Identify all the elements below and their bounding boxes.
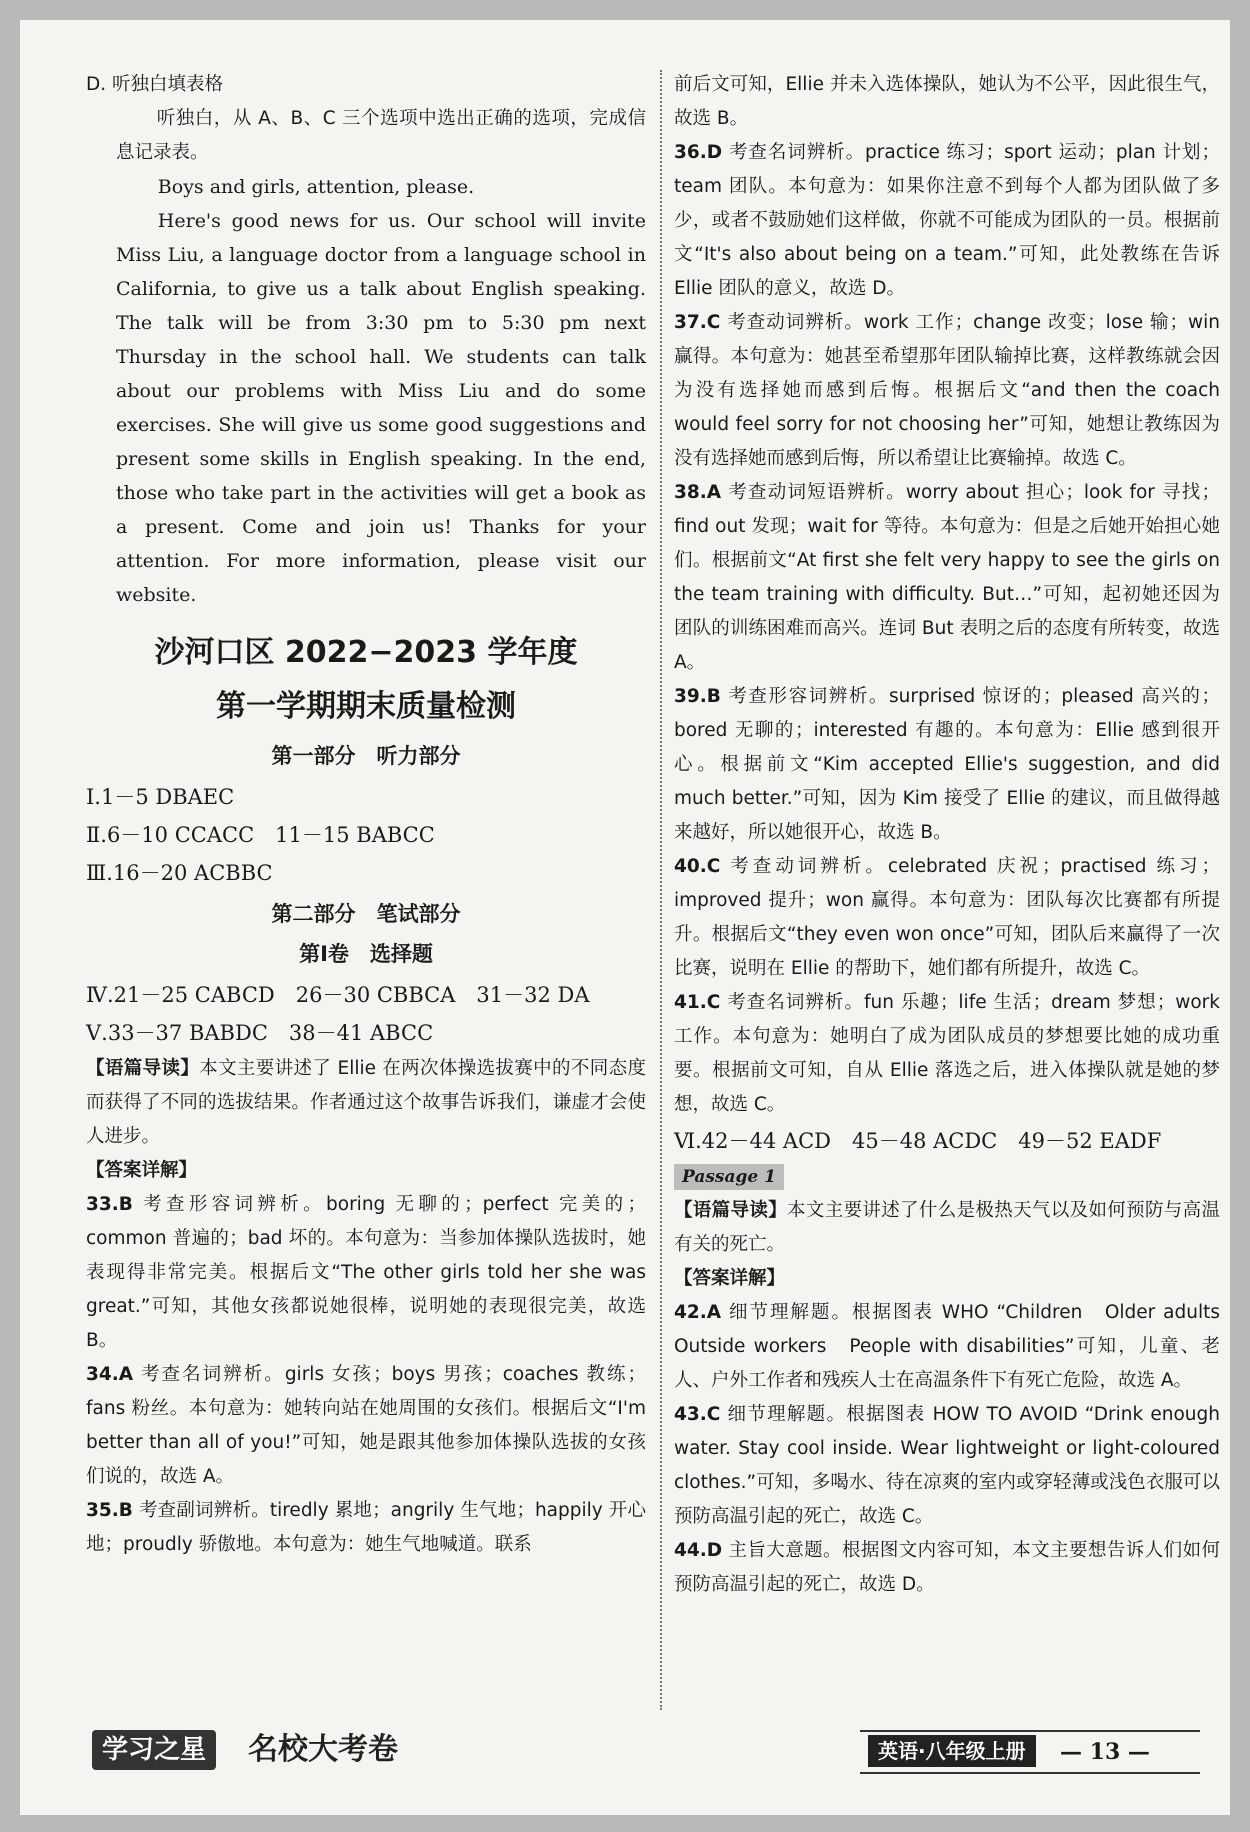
explanation-continuation: 前后文可知，Ellie 并未入选体操队，她认为不公平，因此很生气，故选 B。 bbox=[674, 74, 1220, 129]
question-number: 38.A bbox=[674, 482, 722, 503]
question-number: 33.B bbox=[86, 1194, 133, 1215]
exam-subtitle: 第一学期期末质量检测 bbox=[216, 689, 516, 724]
question-number: 40.C bbox=[674, 856, 721, 877]
explanation-item bbox=[674, 1296, 1239, 1398]
question-number: 35.B bbox=[86, 1500, 133, 1521]
section-d-instructions: 听独白，从 A、B、C 三个选项中选出正确的选项，完成信息记录表。 bbox=[116, 108, 646, 163]
explanation-text: 考查动词辨析。work 工作；change 改变；lose 输；win 赢得。本句意为：她甚至希望那年团队输掉比赛，这样教练就会因为没有选择她而感到后悔。根据后文“and then the coach would feel sorry for not choosing her”可知，她想让教练因为没有选择她而感到后悔，所以希望让比赛输掉。故选 C。 bbox=[674, 312, 1220, 469]
explanation-item bbox=[86, 1494, 646, 1562]
page bbox=[20, 20, 1239, 1815]
section-d-heading: D. 听独白填表格 bbox=[86, 74, 224, 95]
explanation-item bbox=[674, 476, 1220, 680]
guide-label: 【语篇导读】 bbox=[674, 1200, 788, 1221]
explanation-item bbox=[674, 850, 1220, 986]
question-number: 42.A bbox=[674, 1302, 722, 1323]
question-number: 37.C bbox=[674, 312, 721, 333]
script-paragraph: Boys and girls, attention, please. bbox=[157, 176, 475, 198]
question-number: 34.A bbox=[86, 1364, 134, 1385]
guide-text: 本文主要讲述了什么是极热天气以及如何预防与高温有关的死亡。 bbox=[674, 1200, 1220, 1255]
explanation-text: 考查动词短语辨析。worry about 担心；look for 寻找；find out 发现；wait for 等待。本句意为：但是之后她开始担心她们。根据前文“At first she felt very happy to see the girls on the team training with difficulty. But…”可知，起初她还因为团队的训练困难而高兴。连词 But 表明之后的态度有所转变，故选 A。 bbox=[674, 482, 1220, 673]
guide-text: 本文主要讲述了 Ellie 在两次体操选拔赛中的不同态度而获得了不同的选拔结果。作者通过这个故事告诉我们，谦虚才会使人进步。 bbox=[86, 1058, 646, 1147]
answer-line: Ⅱ.6－10 CCACC 11－15 BABCC bbox=[86, 823, 435, 847]
footer-bar bbox=[860, 1730, 1200, 1774]
page-footer bbox=[20, 1720, 1230, 1780]
detail-label: 【答案详解】 bbox=[674, 1268, 786, 1289]
explanation-text: 考查形容词辨析。boring 无聊的；perfect 完美的；common 普遍的；bad 坏的。本句意为：当参加体操队选拔时，她表现得非常完美。根据后文“The other girls told her she was great.”可知，其他女孩都说她很棒，说明她的表现很完美，故选 B。 bbox=[86, 1194, 646, 1351]
question-number: 44.D bbox=[674, 1540, 723, 1561]
right-column bbox=[674, 68, 1239, 1602]
part-heading: 第二部分 笔试部分 bbox=[271, 902, 461, 926]
explanation-text: 细节理解题。根据图表 WHO “Children Older adults Outside workers People with disabilities”可知，儿童、老人、户外工作者和残疾人士在高温条件下有死亡危险，故选 A。 bbox=[674, 1302, 1239, 1391]
question-number: 43.C bbox=[674, 1404, 721, 1425]
explanation-text: 细节理解题。根据图表 HOW TO AVOID “Drink enough water. Stay cool inside. Wear lightweight or light-coloured clothes.”可知，多喝水、待在凉爽的室内或穿轻薄或浅色衣服可以预防高温引起的死亡，故选 C。 bbox=[674, 1404, 1220, 1527]
exam-title: 沙河口区 2022−2023 学年度 bbox=[154, 635, 578, 670]
explanation-text: 考查副词辨析。tiredly 累地；angrily 生气地；happily 开心地；proudly 骄傲地。本句意为：她生气地喊道。联系 bbox=[86, 1500, 646, 1555]
volume-heading: 第Ⅰ卷 选择题 bbox=[299, 942, 433, 966]
explanation-item bbox=[674, 680, 1220, 850]
detail-label: 【答案详解】 bbox=[86, 1160, 198, 1181]
script-paragraph: Here's good news for us. Our school will invite Miss Liu, a language doctor from a language school in California, to give us a talk about English speaking. The talk will be from 3:30 pm to 5:30 pm next Thursday in the school hall. We students can talk about our problems with Miss Liu and do some exercises. She will give us some good suggestions and present some skills in English speaking. In the end, those who take part in the activities will get a book as a present. Come and join us! Thanks for your attention. For more information, please visit our website. bbox=[116, 210, 646, 606]
question-number: 36.D bbox=[674, 142, 723, 163]
explanation-text: 考查名词辨析。girls 女孩；boys 男孩；coaches 教练；fans 粉丝。本句意为：她转向站在她周围的女孩们。根据后文“I'm better than all of you!”可知，她是跟其他参加体操队选拔的女孩们说的，故选 A。 bbox=[86, 1364, 646, 1487]
explanation-text: 考查名词辨析。fun 乐趣；life 生活；dream 梦想；work 工作。本句意为：她明白了成为团队成员的梦想要比她的成功重要。根据前文可知，自从 Ellie 落选之后，进入体操队就是她的梦想，故选 C。 bbox=[674, 992, 1220, 1115]
page-number: — 13 — bbox=[1060, 1739, 1150, 1765]
explanation-item bbox=[86, 1188, 646, 1358]
explanation-item bbox=[674, 1398, 1220, 1534]
explanation-item bbox=[674, 306, 1220, 476]
part-heading: 第一部分 听力部分 bbox=[271, 744, 461, 768]
reading-guide bbox=[674, 1194, 1220, 1262]
answer-line: Ⅵ.42－44 ACD 45－48 ACDC 49－52 EADF bbox=[674, 1129, 1162, 1153]
explanation-text: 考查形容词辨析。surprised 惊讶的；pleased 高兴的；bored 无聊的；interested 有趣的。本句意为：Ellie 感到很开心。根据前文“Kim accepted Ellie's suggestion, and did much better.”可知，因为 Kim 接受了 Ellie 的建议，而且做得越来越好，所以她很开心，故选 B。 bbox=[674, 686, 1220, 843]
explanation-item bbox=[86, 1358, 646, 1494]
brand-name: 名校大考卷 bbox=[248, 1732, 398, 1767]
question-number: 39.B bbox=[674, 686, 721, 707]
book-label: 英语·八年级上册 bbox=[868, 1735, 1036, 1767]
reading-guide bbox=[86, 1052, 646, 1154]
explanation-item bbox=[674, 136, 1220, 306]
answer-line: Ⅰ.1－5 DBAEC bbox=[86, 785, 235, 809]
answer-line: Ⅳ.21－25 CABCD 26－30 CBBCA 31－32 DA bbox=[86, 983, 590, 1007]
answer-line: Ⅲ.16－20 ACBBC bbox=[86, 861, 273, 885]
explanation-text: 考查名词辨析。practice 练习；sport 运动；plan 计划；team 团队。本句意为：如果你注意不到每个人都为团队做了多少，或者不鼓励她们这样做，你就不可能成为团队的一员。根据前文“It's also about being on a team.”可知，此处教练在告诉 Ellie 团队的意义，故选 D。 bbox=[674, 142, 1220, 299]
question-number: 41.C bbox=[674, 992, 721, 1013]
guide-label: 【语篇导读】 bbox=[86, 1058, 200, 1079]
explanation-item bbox=[674, 986, 1220, 1122]
passage-label: Passage 1 bbox=[674, 1164, 784, 1190]
left-column bbox=[86, 68, 646, 1562]
explanation-text: 考查动词辨析。celebrated 庆祝；practised 练习；improved 提升；won 赢得。本句意为：团队每次比赛都有所提升。根据后文“they even won once”可知，团队后来赢得了一次比赛，说明在 Ellie 的帮助下，她们都有所提升，故选 C。 bbox=[674, 856, 1220, 979]
explanation-item bbox=[674, 1534, 1220, 1602]
answer-line: Ⅴ.33－37 BABDC 38－41 ABCC bbox=[86, 1021, 434, 1045]
explanation-text: 主旨大意题。根据图文内容可知，本文主要想告诉人们如何预防高温引起的死亡，故选 D。 bbox=[674, 1540, 1220, 1595]
column-divider bbox=[660, 70, 662, 1710]
brand-logo: 学习之星 bbox=[92, 1730, 216, 1770]
